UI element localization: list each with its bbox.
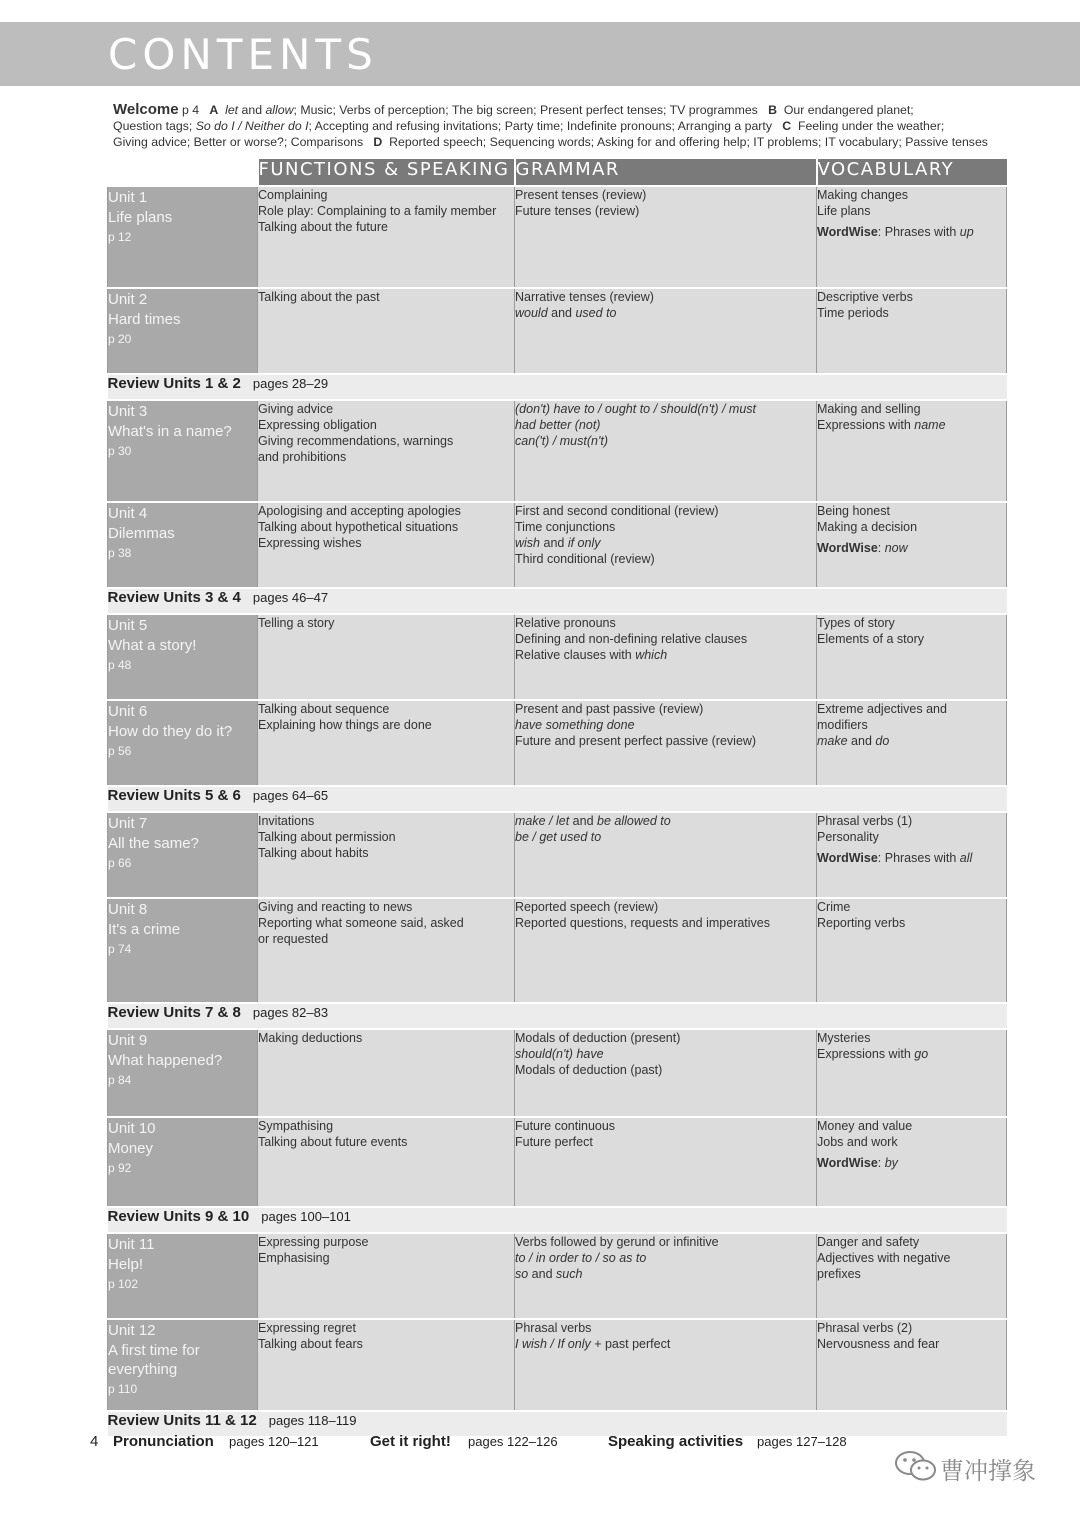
wordwise-label: WordWise [817,225,878,239]
welcome-part-a-rest: ; Music; Verbs of perception; The big screen; Present perfect tenses; TV programmes [293,103,758,117]
grammar-item-italic: be / get used to [515,830,602,844]
functions-item: Expressing obligation [258,418,377,432]
grammar-item-mid: and [547,306,576,320]
wordwise-label: WordWise [817,851,878,865]
footer-get-it-right-pages: pages 122–126 [468,1434,558,1449]
functions-item: Emphasising [258,1251,330,1265]
unit-number: Unit 4 [108,505,148,522]
unit-number: Unit 11 [108,1236,155,1253]
grammar-item [515,305,816,321]
unit-row [108,1029,1007,1117]
welcome-part-b-3: So do I / Neither do I [195,119,309,133]
unit-page: p 74 [108,942,132,956]
functions-cell [258,700,515,786]
grammar-item [515,1266,816,1282]
functions-cell [258,812,515,898]
unit-title: How do they do it? [108,723,233,740]
unit-row [108,1319,1007,1411]
grammar-item: Defining and non-defining relative clauses [515,632,748,646]
vocabulary-item [817,1046,1006,1062]
functions-item: Talking about permission [258,830,396,844]
unit-page: p 30 [108,444,132,458]
grammar-item: Phrasal verbs [515,1321,592,1335]
review-title: Review Units 11 & 12 [107,1412,257,1429]
grammar-cell [515,1117,817,1207]
functions-item: or requested [258,932,329,946]
unit-page: p 20 [108,332,132,346]
grammar-item [515,1046,816,1062]
vocabulary-item: Types of story [817,616,895,630]
grammar-item: Future continuous [515,1119,616,1133]
unit-row [108,700,1007,786]
functions-item: Role play: Complaining to a family member [258,204,497,218]
grammar-item: Reported speech (review) [515,900,659,914]
grammar-item: Reported questions, requests and imperatives [515,916,771,930]
vocabulary-item: Jobs and work [817,1135,898,1149]
unit-cell [108,812,258,898]
welcome-part-a-let: let [225,103,239,117]
vocabulary-cell [817,186,1007,288]
vocabulary-item: Phrasal verbs (1) [817,814,913,828]
grammar-item: Relative pronouns [515,616,616,630]
unit-number: Unit 1 [108,189,148,206]
vocabulary-item: Extreme adjectives and [817,702,947,716]
functions-item: Apologising and accepting apologies [258,504,461,518]
vocabulary-item: Time periods [817,306,889,320]
functions-item: Talking about hypothetical situations [258,520,459,534]
unit-page: p 84 [108,1073,132,1087]
unit-cell [108,614,258,700]
unit-page: p 66 [108,856,132,870]
page-title: CONTENTS [108,30,378,79]
grammar-cell [515,812,817,898]
vocabulary-cell [817,1029,1007,1117]
grammar-cell [515,898,817,1003]
grammar-item: Time conjunctions [515,520,616,534]
grammar-item [515,535,816,551]
grammar-item: Verbs followed by gerund or infinitive [515,1235,719,1249]
wordwise-text: : Phrases with [877,225,960,239]
vocabulary-item: Being honest [817,504,890,518]
review-title: Review Units 5 & 6 [107,787,241,804]
functions-item: Giving and reacting to news [258,900,413,914]
unit-page: p 56 [108,744,132,758]
functions-cell [258,400,515,502]
review-title: Review Units 3 & 4 [107,589,241,606]
welcome-part-d-label: D [373,135,383,149]
unit-number: Unit 9 [108,1032,148,1049]
functions-item: Explaining how things are done [258,718,432,732]
vocabulary-item: prefixes [817,1267,861,1281]
unit-cell [108,1319,258,1411]
grammar-item: Future tenses (review) [515,204,640,218]
grammar-item: First and second conditional (review) [515,504,719,518]
vocabulary-item: Elements of a story [817,632,924,646]
welcome-part-d: Reported speech; Sequencing words; Asking for and offering help; IT problems; IT vocabulary; Passive tenses [389,135,988,149]
functions-cell [258,1117,515,1207]
grammar-item [515,401,816,417]
functions-cell [258,1233,515,1319]
welcome-part-c-2: Giving advice; Better or worse?; Comparisons [113,135,364,149]
review-cell [108,374,1007,400]
unit-cell [108,288,258,374]
unit-page: p 12 [108,230,132,244]
unit-number: Unit 10 [108,1120,156,1137]
grammar-item-a: make / let [515,814,570,828]
review-row [108,786,1007,812]
grammar-item: Modals of deduction (present) [515,1031,681,1045]
unit-number: Unit 3 [108,403,148,420]
wordwise-label: WordWise [817,541,878,555]
grammar-item [515,829,816,845]
grammar-cell [515,186,817,288]
welcome-part-a-and: and [238,103,266,117]
vocabulary-item-mid: and [847,734,876,748]
unit-row [108,812,1007,898]
grammar-item-italic: to / in order to / so as to [515,1251,647,1265]
functions-cell [258,1029,515,1117]
functions-item: Reporting what someone said, asked [258,916,464,930]
functions-item: Expressing purpose [258,1235,369,1249]
vocabulary-item-a: make [817,734,848,748]
grammar-item-b: if only [567,536,601,550]
vocabulary-item: Danger and safety [817,1235,920,1249]
grammar-cell [515,502,817,588]
vocabulary-item: Crime [817,900,851,914]
grammar-item-a: so [515,1267,529,1281]
grammar-cell [515,1319,817,1411]
wordwise-line [817,1155,1006,1171]
review-row [108,1207,1007,1233]
welcome-page: p 4 [182,103,200,117]
vocabulary-cell [817,502,1007,588]
grammar-item [515,433,816,449]
review-title: Review Units 9 & 10 [107,1208,250,1225]
grammar-item: Present tenses (review) [515,188,647,202]
grammar-item-mid: and [528,1267,557,1281]
grammar-item: Modals of deduction (past) [515,1063,663,1077]
unit-cell [108,186,258,288]
review-title: Review Units 1 & 2 [107,375,241,392]
page-number: 4 [90,1433,99,1450]
wordwise-italic: all [959,851,973,865]
footer-speaking-label: Speaking activities [608,1433,744,1450]
grammar-item [515,1250,816,1266]
unit-row [108,898,1007,1003]
unit-row [108,288,1007,374]
vocabulary-cell [817,812,1007,898]
unit-cell [108,1233,258,1319]
functions-item: Talking about fears [258,1337,363,1351]
review-cell [108,588,1007,614]
vocabulary-item-b: name [914,418,946,432]
grammar-item-mid: and [569,814,597,828]
grammar-cell [515,1233,817,1319]
unit-cell [108,700,258,786]
grammar-item-a: wish [515,536,541,550]
functions-item: Giving recommendations, warnings [258,434,454,448]
functions-item: Giving advice [258,402,334,416]
review-row [108,588,1007,614]
unit-title: What's in a name? [108,423,232,440]
review-pages: pages 64–65 [252,788,329,803]
review-pages: pages 100–101 [261,1209,351,1224]
functions-item: Talking about the future [258,220,388,234]
header-grammar: GRAMMAR [515,159,817,186]
vocabulary-item [817,417,1006,433]
grammar-item: Present and past passive (review) [515,702,704,716]
vocabulary-item: modifiers [817,718,868,732]
welcome-part-b-2: Question tags; [113,119,193,133]
review-pages: pages 82–83 [252,1005,329,1020]
unit-number: Unit 12 [108,1322,156,1339]
functions-cell [258,502,515,588]
watermark-text: 曹冲撑象 [940,1458,1036,1485]
unit-number: Unit 2 [108,291,148,308]
unit-title: Dilemmas [108,525,175,542]
grammar-item: Future and present perfect passive (review) [515,734,757,748]
functions-item: and prohibitions [258,450,347,464]
functions-cell [258,614,515,700]
vocabulary-cell [817,898,1007,1003]
unit-cell [108,502,258,588]
grammar-cell [515,700,817,786]
vocabulary-item: Money and value [817,1119,913,1133]
unit-cell [108,400,258,502]
unit-page: p 102 [108,1277,139,1291]
welcome-section [113,102,1003,150]
grammar-item-mid: Relative clauses with [515,648,636,662]
review-row [108,1003,1007,1029]
vocabulary-cell [817,614,1007,700]
grammar-item-a: would [515,306,548,320]
wordwise-line [817,540,1006,556]
table-header-row [108,159,1007,186]
unit-title: A first time for everything [108,1342,200,1378]
grammar-cell [515,1029,817,1117]
wordwise-italic: up [959,225,974,239]
grammar-item [515,813,816,829]
vocabulary-item: Adjectives with negative [817,1251,951,1265]
grammar-item-b: used to [575,306,617,320]
vocabulary-item: Mysteries [817,1031,871,1045]
unit-title: Money [108,1140,154,1157]
vocabulary-cell [817,1319,1007,1411]
vocabulary-cell [817,288,1007,374]
functions-cell [258,1319,515,1411]
review-cell [108,1003,1007,1029]
grammar-item-italic: had better (not) [515,418,601,432]
wordwise-text: : Phrases with [877,851,960,865]
functions-cell [258,898,515,1003]
grammar-item-mid: + past perfect [590,1337,671,1351]
functions-item: Complaining [258,188,328,202]
wordwise-italic: by [884,1156,898,1170]
review-pages: pages 28–29 [252,376,329,391]
review-title: Review Units 7 & 8 [107,1004,241,1021]
grammar-item-b: such [556,1267,583,1281]
grammar-cell [515,400,817,502]
grammar-item [515,1336,816,1352]
unit-row [108,1117,1007,1207]
welcome-part-b-4: ; Accepting and refusing invitations; Party time; Indefinite pronouns; Arranging a party [308,119,772,133]
grammar-item [515,417,816,433]
vocabulary-item: Reporting verbs [817,916,906,930]
grammar-item-italic: (don't) have to / ought to / should(n't) / must [515,402,757,416]
functions-cell [258,288,515,374]
unit-number: Unit 5 [108,617,148,634]
header-blank [108,159,258,186]
vocabulary-cell [817,1233,1007,1319]
functions-item: Expressing regret [258,1321,356,1335]
unit-cell [108,1117,258,1207]
functions-item: Sympathising [258,1119,334,1133]
review-cell [108,786,1007,812]
vocabulary-item-mid: Expressions with [817,418,915,432]
unit-title: What a story! [108,637,197,654]
wordwise-line [817,224,1006,240]
grammar-item-b: be allowed to [597,814,671,828]
unit-cell [108,1029,258,1117]
wordwise-text: : [877,1156,885,1170]
grammar-item-mid: and [540,536,568,550]
wordwise-label: WordWise [817,1156,878,1170]
unit-row [108,186,1007,288]
unit-page: p 110 [108,1382,138,1396]
review-pages: pages 118–119 [268,1413,357,1428]
grammar-item-a: should(n't) have [515,1047,604,1061]
welcome-part-a-allow: allow [265,103,294,117]
unit-number: Unit 7 [108,815,148,832]
grammar-cell [515,614,817,700]
welcome-title: Welcome [113,101,179,118]
vocabulary-item [817,733,1006,749]
wordwise-text: : [877,541,885,555]
wordwise-line [817,850,1006,866]
unit-number: Unit 6 [108,703,148,720]
functions-item: Invitations [258,814,315,828]
contents-table [107,159,1007,1436]
grammar-item: Future perfect [515,1135,593,1149]
vocabulary-item: Descriptive verbs [817,290,913,304]
header-vocabulary: VOCABULARY [817,159,1007,186]
welcome-part-c-1: Feeling under the weather; [797,119,945,133]
unit-title: All the same? [108,835,199,852]
footer-speaking-pages: pages 127–128 [757,1434,847,1449]
footer-pronunciation-label: Pronunciation [113,1433,214,1450]
welcome-part-a-label: A [209,103,219,117]
footer-get-it-right-label: Get it right! [370,1433,451,1450]
review-row [108,374,1007,400]
grammar-item [515,647,816,663]
header-functions: FUNCTIONS & SPEAKING [258,159,515,186]
grammar-item-italic: have something done [515,718,635,732]
unit-title: Life plans [108,209,173,226]
vocabulary-cell [817,400,1007,502]
functions-item: Expressing wishes [258,536,362,550]
unit-title: It's a crime [108,921,181,938]
vocabulary-item: Making and selling [817,402,921,416]
vocabulary-item: Phrasal verbs (2) [817,1321,913,1335]
welcome-part-c-label: C [782,119,792,133]
unit-page: p 92 [108,1161,132,1175]
vocabulary-cell [817,1117,1007,1207]
unit-title: What happened? [108,1052,223,1069]
wordwise-italic: now [884,541,908,555]
unit-page: p 38 [108,546,132,560]
vocabulary-item: Making changes [817,188,909,202]
unit-title: Hard times [108,311,181,328]
footer-pronunciation-pages: pages 120–121 [229,1434,319,1449]
unit-page: p 48 [108,658,132,672]
grammar-item [515,717,816,733]
review-cell [108,1207,1007,1233]
table-body [108,186,1007,1436]
functions-item: Talking about sequence [258,702,390,716]
review-pages: pages 46–47 [252,590,329,605]
vocabulary-item-b: go [914,1047,929,1061]
functions-cell [258,186,515,288]
vocabulary-item-mid: Expressions with [817,1047,915,1061]
wechat-icon [894,1449,938,1483]
unit-row [108,400,1007,502]
vocabulary-item: Making a decision [817,520,918,534]
unit-cell [108,898,258,1003]
functions-item: Talking about future events [258,1135,408,1149]
grammar-item-a: I wish / If only [515,1337,591,1351]
vocabulary-item: Nervousness and fear [817,1337,940,1351]
functions-item: Talking about habits [258,846,369,860]
functions-item: Talking about the past [258,290,380,304]
functions-item: Making deductions [258,1031,363,1045]
grammar-item: Third conditional (review) [515,552,655,566]
unit-number: Unit 8 [108,901,148,918]
vocabulary-item-b: do [875,734,890,748]
grammar-cell [515,288,817,374]
unit-title: Help! [108,1256,144,1273]
watermark [894,1447,1054,1487]
welcome-part-b-1: Our endangered planet; [783,103,914,117]
grammar-item-italic: can('t) / must(n't) [515,434,608,448]
welcome-part-b-label: B [768,103,777,117]
unit-row [108,614,1007,700]
vocabulary-item: Life plans [817,204,871,218]
unit-row [108,502,1007,588]
vocabulary-cell [817,700,1007,786]
functions-item: Telling a story [258,616,335,630]
grammar-item-b: which [635,648,668,662]
unit-row [108,1233,1007,1319]
grammar-item: Narrative tenses (review) [515,290,654,304]
vocabulary-item: Personality [817,830,879,844]
